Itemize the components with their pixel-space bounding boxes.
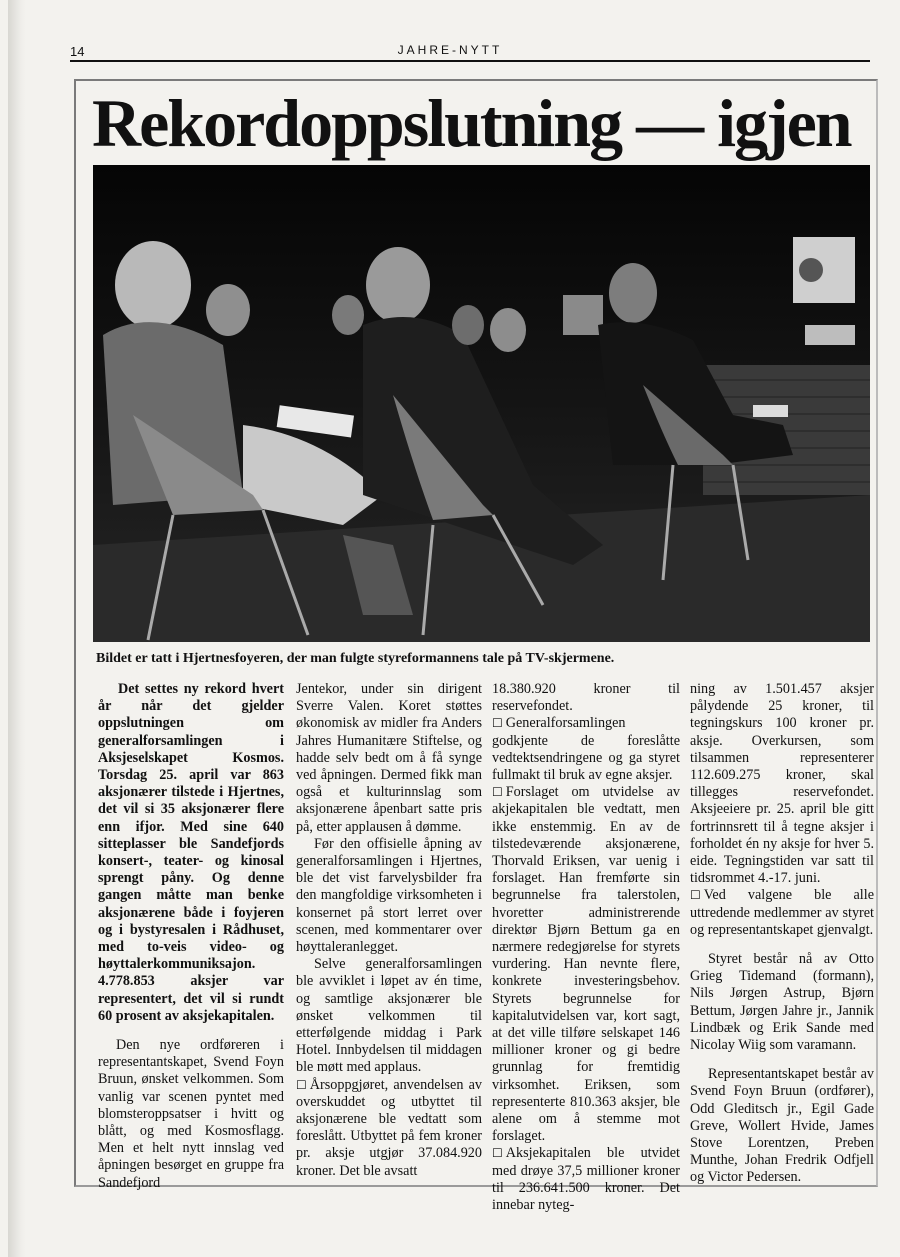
bullet-paragraph xyxy=(492,715,680,784)
bullet-text: Generalforsamlingen godkjente de foreslåtte vedtektsendringene og ga styret fullmakt til bruk av egne aksjer. xyxy=(492,715,680,784)
body-paragraph: Representantskapet består av Svend Foyn Bruun (ordfører), Odd Gleditsch jr., Egil Gade Greve, Wollert Hvide, James Stove Lorentzen, Preben Munthe, Johan Fredrik Odfjell og Victor Pedersen. xyxy=(690,1066,874,1186)
body-paragraph: Den nye ordføreren i representantskapet, Svend Foyn Bruun, ønsket velkommen. Som vanlig var scenen pyntet med blomsteroppsatser i hvitt og blått, og med Kosmosflagg. Men et helt nytt innslag ved åpningen besørget en gruppe fra Sandefjord xyxy=(98,1037,284,1191)
bullet-paragraph xyxy=(492,1145,680,1214)
article-column-4 xyxy=(690,681,874,1199)
body-paragraph: Styret består nå av Otto Grieg Tidemand (formann), Nils Jørgen Astrup, Bjørn Bettum, Jørgen Jahre jr., Jannik Lindbæk og Erik Sande med Nicolay Wiig som varamann. xyxy=(690,951,874,1054)
photo-illustration xyxy=(93,165,870,642)
body-paragraph: Før den offisielle åpning av generalforsamlingen i Hjertnes, ble det vist farvelysbilder fra den mangfoldige virksomheten i konsernet på stort lerret over scenen, med kommentarer over høyttaleranlegget. xyxy=(296,835,482,956)
article-column-3 xyxy=(492,681,680,1226)
bullet-paragraph xyxy=(690,887,874,939)
body-paragraph: Selve generalforsamlingen ble avviklet i løpet av én time, og samtlige aksjonærer ble ønsket velkommen til etterfølgende middag i Park Hotel. Innbydelsen til middagen ble møtt med applaus. xyxy=(296,956,482,1076)
body-paragraph: ning av 1.501.457 aksjer pålydende 25 kroner, til tegningskurs 100 kroner pr. aksje. Overkursen, som tilsammen representerer 112.609.275 kroner, skal tillegges reservefondet. Aksjeeiere pr. 25. april ble gitt fortrinnsrett til å tegne aksjer i forholdet én ny aksje for hver 5. eide. Tegningstiden var satt til tidsrommet 4.-17. juni. xyxy=(690,681,874,887)
running-head: JAHRE-NYTT xyxy=(397,43,503,57)
body-paragraph: Jentekor, under sin dirigent Sverre Valen. Koret støttes økonomisk av midler fra Anders Jahres Humanitære Stiftelse, og hadde selv bedt om å få synge ved åpningen. Dermed fikk man også et kulturinnslag som aksjonærene åpenbart satte pris på, etter applausen å dømme. xyxy=(296,681,482,835)
lead-paragraph: Det settes ny rekord hvert år når det gjelder oppslutningen om generalforsamlingen i Aksjeselskapet Kosmos. Torsdag 25. april var 863 aksjonærer tilstede i Hjertnes, det vil si 35 aksjonærer flere enn ifjor. Med sine 640 sitteplasser ble Sandefjords konsert-, teater- og kinosal sprengt påny. Og denne gangen måtte man benke aksjonærene både i foyjeren og i bystyresalen i Rådhuset, med to-veis video- og høyttalerkommuniksajon. 4.778.853 aksjer var representert, det vil si rundt 60 prosent av aksjekapitalen. xyxy=(98,681,284,1024)
bullet-text: Aksjekapitalen ble utvidet med drøye 37,5 millioner kroner til 236.641.500 kroner. Det innebar nyteg- xyxy=(492,1145,680,1214)
checkbox-bullet-icon: ☐ xyxy=(690,888,701,903)
article-column-1 xyxy=(98,681,284,1204)
bullet-text: Forslaget om utvidelse av akjekapitalen ble vedtatt, men ikke enstemmig. En av de tilstedeværende aksjonærene, Thorvald Eriksen, var uenig i forslaget. Han fremførte sin begrunnelse fra talerstolen, hvoretter administrerende direktør Bjørn Bettum ga en nærmere redegjørelse for styrets vurdering. Han nevnte flere, konkrete investeringsbehov. Styrets begrunnelse for kapitalutvidelsen var, kort sagt, at det ville tilføre selskapet 146 millioner kroner og gi bedre grunnlag for fremtidig virksomhet. Eriksen, som representerte 810.363 aksjer, ble alene om å stemme mot forslaget. xyxy=(492,784,680,1145)
article-headline: Rekordoppslutning — igjen xyxy=(92,85,851,161)
header-rule xyxy=(70,60,870,62)
page-number: 14 xyxy=(70,44,85,59)
checkbox-bullet-icon: ☐ xyxy=(492,1146,503,1161)
photo-caption: Bildet er tatt i Hjertnesfoyeren, der man fulgte styreformannens tale på TV-skjermene. xyxy=(96,651,615,666)
checkbox-bullet-icon: ☐ xyxy=(492,716,503,731)
page-edge-shadow xyxy=(8,0,26,1257)
bullet-text: Ved valgene ble alle uttredende medlemmer av styret og representantskapet gjenvalgt. xyxy=(690,887,874,938)
checkbox-bullet-icon: ☐ xyxy=(296,1077,307,1092)
bullet-paragraph xyxy=(492,784,680,1145)
checkbox-bullet-icon: ☐ xyxy=(492,785,503,800)
body-paragraph: 18.380.920 kroner til reservefondet. xyxy=(492,681,680,715)
article-column-2 xyxy=(296,681,482,1192)
bullet-text: Årsoppgjøret, anvendelsen av overskuddet og utbyttet til aksjonærene ble vedtatt som foreslått. Utbyttet på fem kroner pr. aksje utgjør 37.084.920 kroner. Det ble avsatt xyxy=(296,1076,482,1179)
bullet-paragraph xyxy=(296,1077,482,1180)
article-photo xyxy=(93,165,870,642)
